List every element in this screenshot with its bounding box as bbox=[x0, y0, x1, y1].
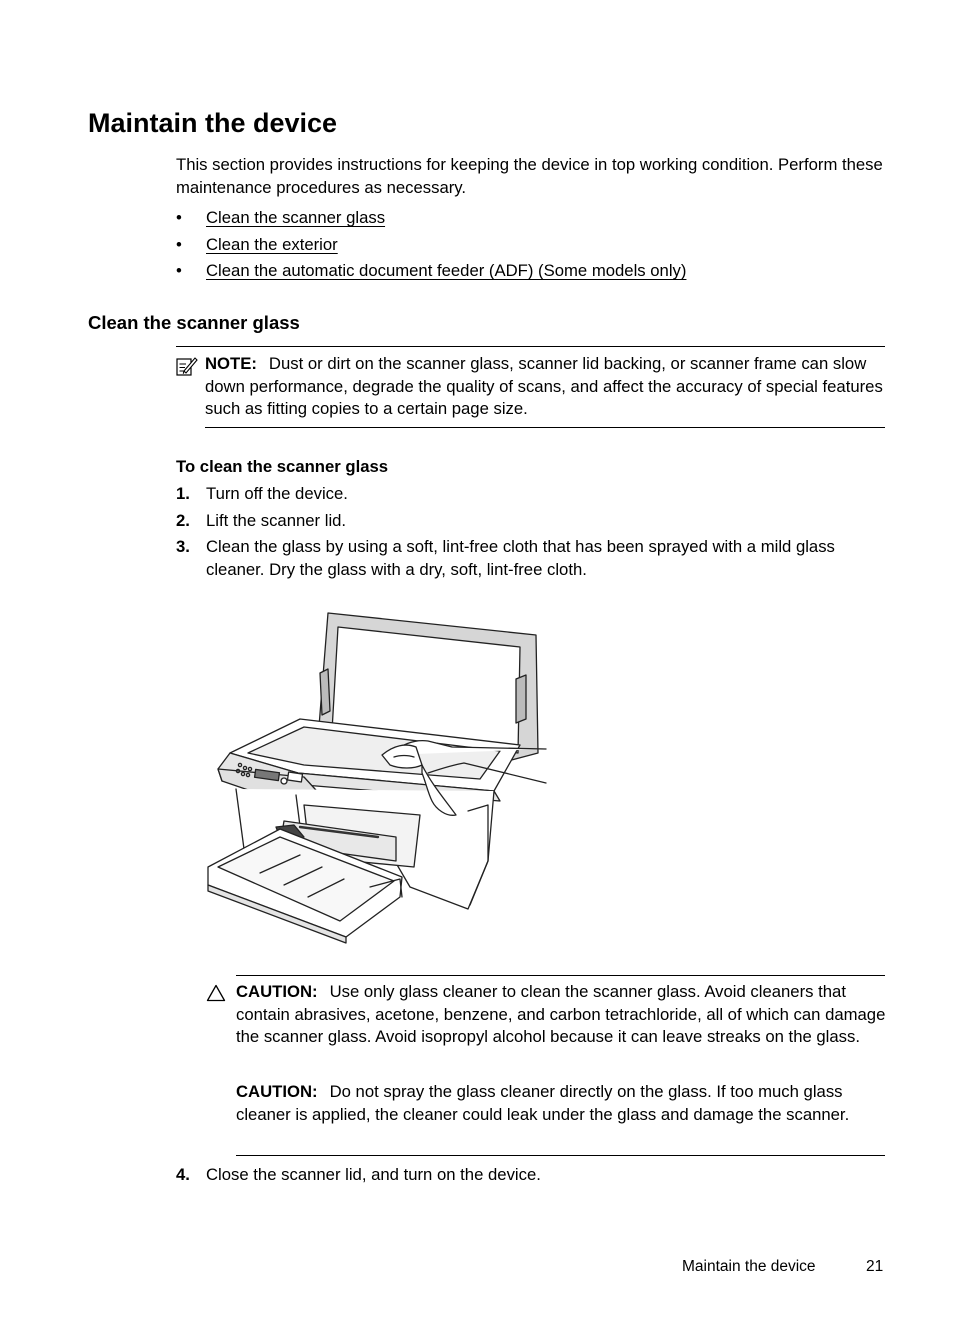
caution-text bbox=[236, 1081, 888, 1126]
link-clean-exterior[interactable]: Clean the exterior bbox=[206, 234, 338, 254]
note-top-rule bbox=[176, 346, 885, 347]
caution-body: Use only glass cleaner to clean the scanner glass. Avoid cleaners that contain abrasives, acetone, benzene, and carbon tetrachloride, all of which can damage the scanner glass. Avoid isopropyl alcohol because it can leave streaks on the glass. bbox=[236, 982, 886, 1046]
link-clean-adf[interactable]: Clean the automatic document feeder (ADF) (Some models only) bbox=[206, 261, 687, 280]
step-item bbox=[176, 510, 888, 533]
note-text bbox=[205, 353, 888, 421]
note-label: NOTE: bbox=[205, 354, 257, 373]
caution-bottom-rule bbox=[236, 1155, 885, 1156]
step-text: Lift the scanner lid. bbox=[206, 511, 347, 530]
section-title: Clean the scanner glass bbox=[88, 312, 300, 333]
step-text: Close the scanner lid, and turn on the device. bbox=[206, 1165, 541, 1184]
caution-label: CAUTION: bbox=[236, 1082, 318, 1101]
bullet: • bbox=[176, 261, 182, 280]
step-item bbox=[176, 1164, 888, 1187]
footer-page-number: 21 bbox=[866, 1258, 884, 1275]
procedure-title: To clean the scanner glass bbox=[176, 457, 389, 476]
page-title: Maintain the device bbox=[88, 108, 338, 138]
note-pencil-icon bbox=[176, 356, 198, 377]
step-number: 3. bbox=[176, 537, 190, 556]
step-item bbox=[176, 483, 888, 506]
footer-section-title: Maintain the device bbox=[682, 1258, 816, 1275]
step-text: Clean the glass by using a soft, lint-free cloth that has been sprayed with a mild glass cleaner. Dry the glass with a dry, soft, lint-free cloth. bbox=[206, 537, 835, 579]
caution-top-rule bbox=[236, 975, 885, 976]
step-item bbox=[176, 536, 888, 581]
note-body: Dust or dirt on the scanner glass, scanner lid backing, or scanner frame can slow down performance, degrade the quality of scans, and affect the accuracy of special features such as fitting copies to a certain page size. bbox=[205, 354, 883, 418]
step-number: 1. bbox=[176, 484, 190, 503]
caution-triangle-icon bbox=[206, 984, 226, 1002]
intro-paragraph: This section provides instructions for keeping the device in top working condition. Perform these maintenance procedures as necessary. bbox=[176, 155, 883, 197]
caution-label: CAUTION: bbox=[236, 982, 318, 1001]
bullet: • bbox=[176, 208, 182, 227]
note-bottom-rule bbox=[205, 427, 885, 428]
step-text: Turn off the device. bbox=[206, 484, 348, 503]
bullet: • bbox=[176, 234, 182, 254]
printer-scanner-cleaning-illustration bbox=[200, 605, 560, 945]
caution-body: Do not spray the glass cleaner directly on the glass. If too much glass cleaner is applied, the cleaner could leak under the glass and damage the scanner. bbox=[236, 1082, 850, 1124]
step-number: 2. bbox=[176, 511, 190, 530]
link-clean-scanner-glass[interactable]: Clean the scanner glass bbox=[206, 208, 386, 227]
step-number: 4. bbox=[176, 1165, 190, 1184]
caution-text bbox=[236, 981, 888, 1049]
